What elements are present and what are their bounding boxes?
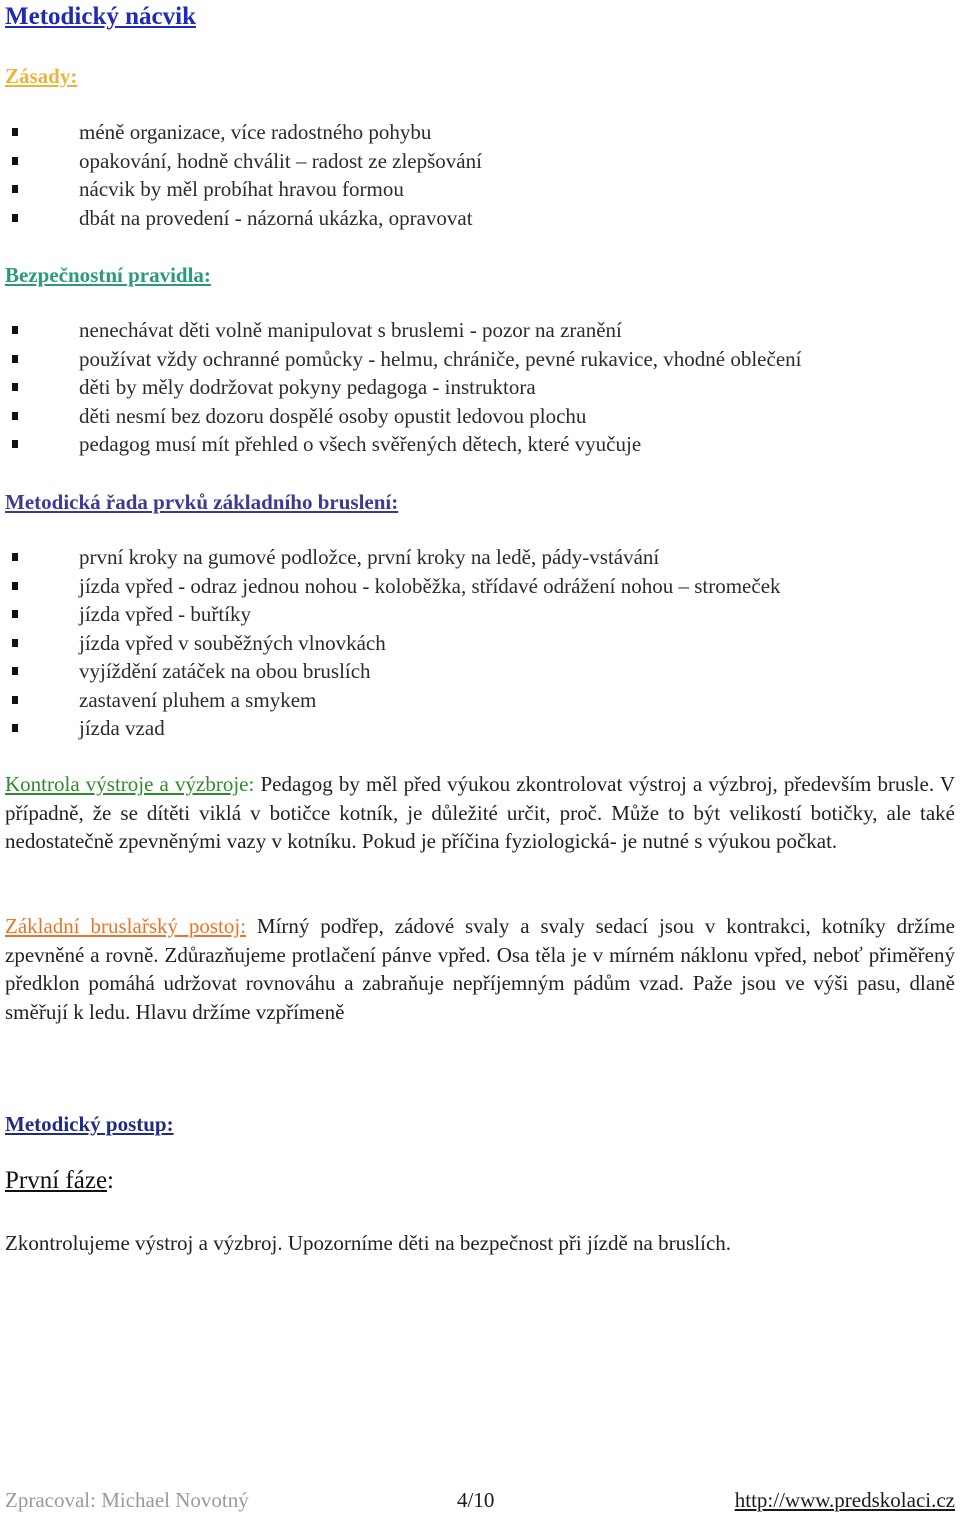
list-item-text: jízda vpřed v souběžných vlnovkách <box>79 630 386 655</box>
kontrola-lead-tail: e: <box>239 772 255 796</box>
list-item <box>10 657 781 686</box>
paragraph-kontrola <box>5 770 955 856</box>
list-item <box>10 316 801 345</box>
list-item <box>10 204 482 233</box>
list-item-text: jízda vzad <box>79 716 165 740</box>
heading-zasady: Zásady: <box>5 64 78 88</box>
list-bezpecnost <box>10 316 801 459</box>
square-bullet-icon <box>12 383 18 391</box>
square-bullet-icon <box>12 724 18 732</box>
list-item <box>10 629 781 658</box>
square-bullet-icon <box>12 128 18 136</box>
list-item-text: zastavení pluhem a smykem <box>79 687 317 712</box>
list-item-text: opakování, hodně chválit – radost ze zlepšování <box>79 148 482 173</box>
list-item-text: používat vždy ochranné pomůcky - helmu, chrániče, pevné rukavice, vhodné oblečení <box>79 346 802 371</box>
square-bullet-icon <box>12 696 18 704</box>
kontrola-lead: Kontrola výstroje a výzbroj <box>5 772 240 796</box>
list-item-text: pedagog musí mít přehled o všech svěřených dětech, které vyučuje <box>79 432 642 456</box>
faze-heading <box>5 1164 114 1198</box>
heading-metodicky-postup: Metodický postup: <box>5 1112 174 1136</box>
square-bullet-icon <box>12 639 18 647</box>
list-item-text: děti by měly dodržovat pokyny pedagoga - instruktora <box>79 375 536 399</box>
paragraph-postoj <box>5 912 955 1026</box>
list-item <box>10 430 801 459</box>
postoj-text: Mírný podřep, zádové svaly a svaly sedací jsou v kontrakci, kotníky držíme zpevněné a rovně. Zdůrazňujeme protlačení pánve vpřed. Osa těla je v mírném náklonu vpřed, neboť přiměřený předklon pomáhá udržovat rovnováhu a zabraňuje nepříjemným pádům vzad. Paže jsou ve výši pasu, dlaně směřují k ledu. Hlavu držíme vzpřímeně <box>5 914 955 1024</box>
square-bullet-icon <box>12 610 18 618</box>
list-item <box>10 714 781 743</box>
list-item-text: jízda vpřed - buřtíky <box>79 602 252 626</box>
square-bullet-icon <box>12 440 18 448</box>
footer-website-link[interactable]: http://www.predskolaci.cz <box>734 1488 955 1512</box>
list-item-text: dbát na provedení - názorná ukázka, opravovat <box>79 205 473 230</box>
list-item <box>10 402 801 431</box>
square-bullet-icon <box>12 667 18 675</box>
list-item <box>10 543 781 572</box>
square-bullet-icon <box>12 157 18 165</box>
list-item <box>10 118 482 147</box>
list-item-text: vyjíždění zatáček na obou bruslích <box>79 659 371 683</box>
list-item-text: nenechávat děti volně manipulovat s bruslemi - pozor na zranění <box>79 318 622 342</box>
heading-bezpecnost: Bezpečnostní pravidla: <box>5 263 211 287</box>
list-item <box>10 373 801 402</box>
list-item-text: první kroky na gumové podložce, první kroky na ledě, pády-vstávání <box>79 545 660 569</box>
list-item <box>10 175 482 204</box>
list-item <box>10 600 781 629</box>
list-item-text: méně organizace, více radostného pohybu <box>79 120 432 144</box>
faze-title: První fáze <box>5 1167 108 1194</box>
faze-suffix: : <box>107 1167 114 1194</box>
square-bullet-icon <box>12 553 18 561</box>
square-bullet-icon <box>12 355 18 363</box>
square-bullet-icon <box>12 214 18 222</box>
kontrola-text: Pedagog by měl před výukou zkontrolovat výstroj a výzbroj, především brusle. V případně, že se dítěti viklá v botičce kotník, je důležité určit, proč. Může to být velikostí botičky, ale také nedostatečně zpevněnými vazy v kotníku. Pokud je příčina fyziologická- je nutné s výukou počkat. <box>5 772 955 853</box>
list-item-text: jízda vpřed - odraz jednou nohou - koloběžka, střídavé odrážení nohou – stromeček <box>79 573 781 598</box>
square-bullet-icon <box>12 185 18 193</box>
list-zasady <box>10 118 482 232</box>
list-metodicka-rada <box>10 543 781 743</box>
heading-metodicka-rada: Metodická řada prvků základního bruslení: <box>5 490 399 514</box>
footer-author: Zpracoval: Michael Novotný <box>5 1488 249 1512</box>
list-item <box>10 147 482 176</box>
document-title: Metodický nácvik <box>5 3 196 30</box>
list-item <box>10 572 781 601</box>
list-item-text: děti nesmí bez dozoru dospělé osoby opustit ledovou plochu <box>79 403 587 428</box>
paragraph-prvni-faze: Zkontrolujeme výstroj a výzbroj. Upozorníme děti na bezpečnost při jízdě na bruslích. <box>5 1231 732 1255</box>
square-bullet-icon <box>12 582 18 590</box>
postoj-lead: Základní bruslařský postoj: <box>5 914 247 938</box>
footer-page-number: 4/10 <box>457 1488 495 1512</box>
square-bullet-icon <box>12 326 18 334</box>
list-item <box>10 686 781 715</box>
square-bullet-icon <box>12 412 18 420</box>
list-item-text: nácvik by měl probíhat hravou formou <box>79 177 404 201</box>
list-item <box>10 345 801 374</box>
